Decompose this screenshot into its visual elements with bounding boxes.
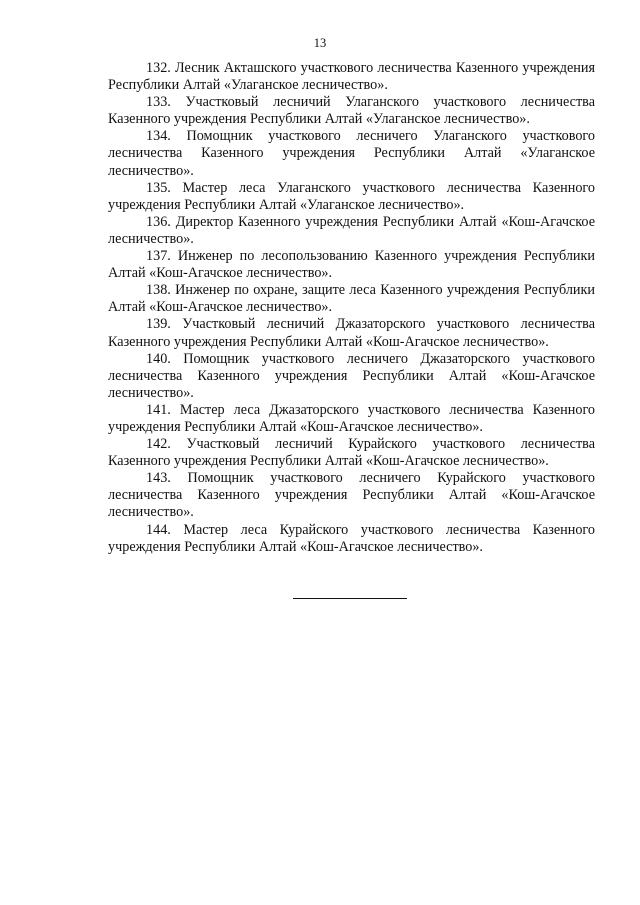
document-body [108, 60, 595, 556]
list-item-142: 142. Участковый лесничий Курайского участкового лесничества Казенного учреждения Республики Алтай «Кош-Агачское лесничество». [108, 436, 595, 470]
list-item-141: 141. Мастер леса Джазаторского участкового лесничества Казенного учреждения Республики Алтай «Кош-Агачское лесничество». [108, 401, 595, 435]
list-item-135: 135. Мастер леса Улаганского участкового лесничества Казенного учреждения Республики Алтай «Улаганское лесничество». [108, 179, 595, 213]
list-item-139: 139. Участковый лесничий Джазаторского участкового лесничества Казенного учреждения Республики Алтай «Кош-Агачское лесничество». [108, 316, 595, 350]
list-item-140: 140. Помощник участкового лесничего Джазаторского участкового лесничества Казенного учреждения Республики Алтай «Кош-Агачское лесничество». [108, 350, 595, 401]
list-item-136: 136. Директор Казенного учреждения Республики Алтай «Кош-Агачское лесничество». [108, 213, 595, 247]
list-item-132: 132. Лесник Акташского участкового лесничества Казенного учреждения Республики Алтай «Улаганское лесничество». [108, 60, 595, 94]
page-number: 13 [313, 36, 327, 50]
list-item-138: 138. Инженер по охране, защите леса Казенного учреждения Республики Алтай «Кош-Агачское лесничество». [108, 282, 595, 316]
list-item-143: 143. Помощник участкового лесничего Курайского участкового лесничества Казенного учреждения Республики Алтай «Кош-Агачское лесничество». [108, 470, 595, 521]
end-separator-line [293, 598, 407, 599]
list-item-137: 137. Инженер по лесопользованию Казенного учреждения Республики Алтай «Кош-Агачское лесничество». [108, 248, 595, 282]
list-item-134: 134. Помощник участкового лесничего Улаганского участкового лесничества Казенного учреждения Республики Алтай «Улаганское лесничество». [108, 128, 595, 179]
list-item-144: 144. Мастер леса Курайского участкового лесничества Казенного учреждения Республики Алтай «Кош-Агачское лесничество». [108, 521, 595, 555]
list-item-133: 133. Участковый лесничий Улаганского участкового лесничества Казенного учреждения Республики Алтай «Улаганское лесничество». [108, 94, 595, 128]
